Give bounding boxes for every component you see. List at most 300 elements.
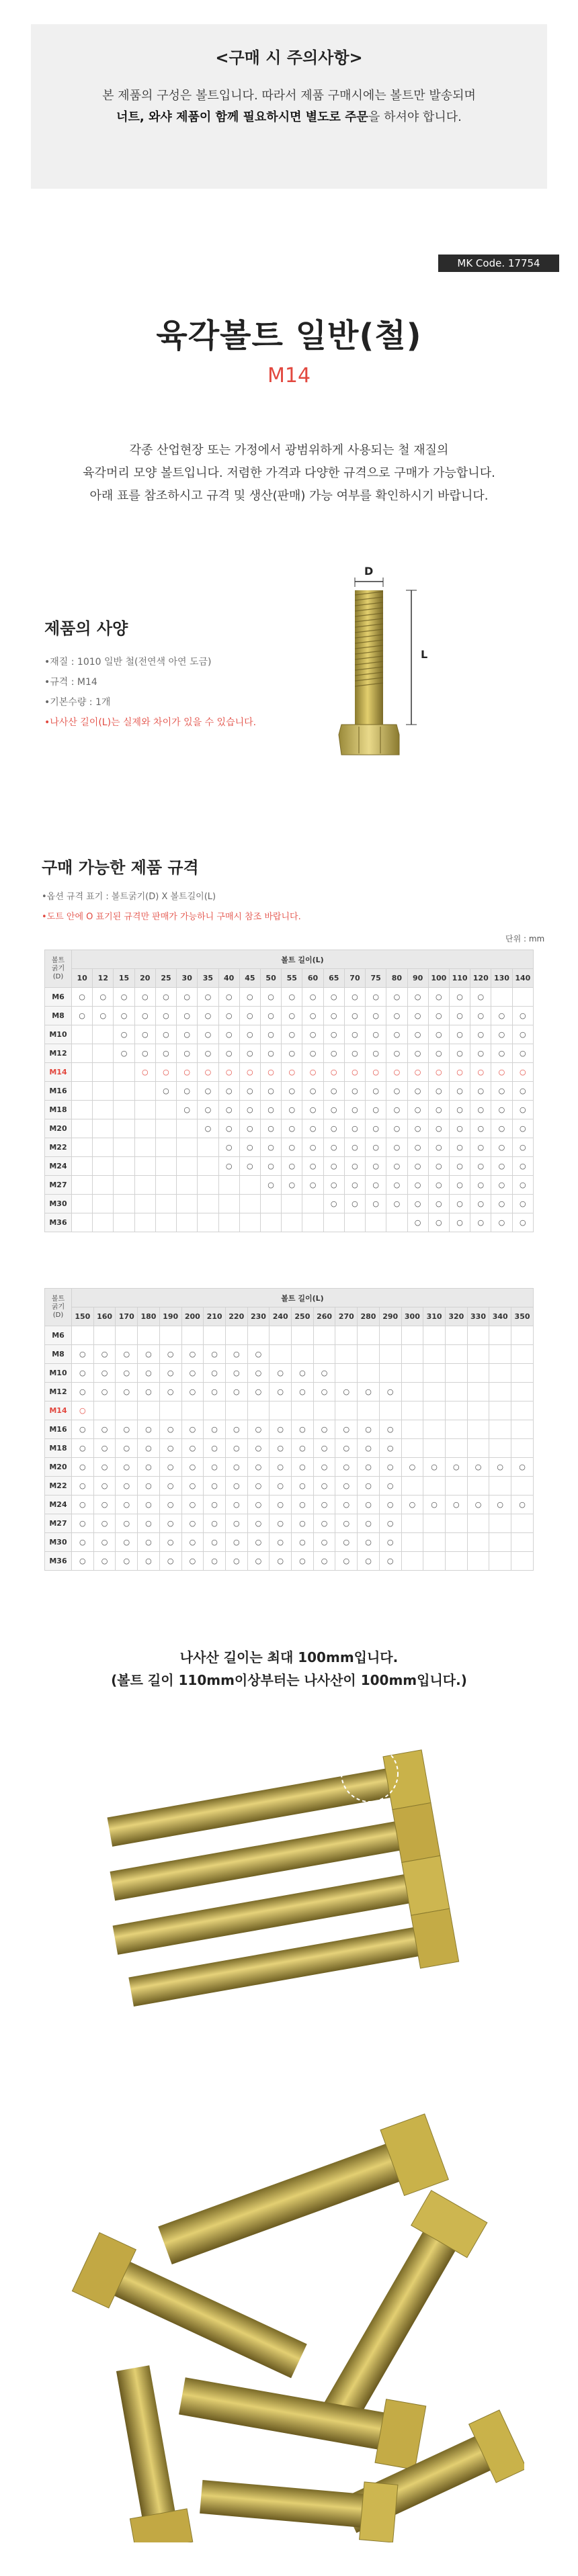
availability-cell: ○ — [93, 1420, 116, 1439]
bolt-diagram — [325, 560, 460, 782]
availability-cell — [467, 1345, 489, 1364]
availability-cell — [467, 1420, 489, 1439]
availability-cell — [159, 1401, 181, 1420]
availability-cell — [204, 1401, 226, 1420]
availability-cell — [445, 1345, 467, 1364]
availability-cell — [181, 1326, 204, 1345]
availability-cell: ○ — [358, 1552, 380, 1571]
availability-cell: ○ — [116, 1383, 138, 1401]
availability-cell: ○ — [366, 988, 386, 1007]
description-line-2: 육각머리 모양 볼트입니다. 저렴한 가격과 다양한 규격으로 구매가 가능합니다. — [83, 466, 495, 480]
table-row — [45, 1477, 534, 1496]
availability-cell: ○ — [344, 1176, 365, 1195]
availability-cell: ○ — [247, 1364, 270, 1383]
availability-cell — [313, 1326, 335, 1345]
diameter-cell: M24 — [45, 1157, 72, 1176]
availability-cell: ○ — [407, 1213, 428, 1232]
availability-cell: ○ — [366, 1157, 386, 1176]
availability-cell — [177, 1176, 198, 1195]
availability-cell — [423, 1420, 446, 1439]
availability-cell — [155, 1101, 176, 1119]
availability-cell: ○ — [313, 1477, 335, 1496]
availability-cell: ○ — [177, 988, 198, 1007]
availability-cell — [511, 1533, 534, 1552]
availability-cell: ○ — [386, 1063, 407, 1082]
availability-cell — [114, 1101, 134, 1119]
availability-cell: ○ — [386, 1195, 407, 1213]
availability-cell: ○ — [335, 1477, 358, 1496]
availability-cell — [93, 1213, 114, 1232]
dimension-l-label: L — [421, 648, 428, 661]
availability-cell: ○ — [491, 1063, 512, 1082]
availability-cell: ○ — [198, 1101, 218, 1119]
availability-cell — [114, 1195, 134, 1213]
diameter-cell: M16 — [45, 1082, 72, 1101]
availability-cell — [445, 1401, 467, 1420]
length-column-header: 340 — [489, 1307, 511, 1326]
length-column-header: 170 — [116, 1307, 138, 1326]
availability-cell: ○ — [313, 1496, 335, 1514]
length-column-header: 230 — [247, 1307, 270, 1326]
bolts-photo-pile — [60, 2059, 524, 2542]
table-row — [45, 1458, 534, 1477]
availability-cell — [401, 1401, 423, 1420]
availability-cell: ○ — [177, 1101, 198, 1119]
availability-cell: ○ — [134, 1044, 155, 1063]
availability-cell — [218, 1176, 239, 1195]
availability-cell — [93, 1082, 114, 1101]
availability-cell: ○ — [428, 1007, 449, 1025]
availability-cell — [511, 1420, 534, 1439]
availability-cell — [198, 1176, 218, 1195]
availability-cell — [467, 1477, 489, 1496]
availability-cell — [114, 1157, 134, 1176]
table-row — [45, 1533, 534, 1552]
availability-cell: ○ — [366, 1176, 386, 1195]
availability-cell — [335, 1401, 358, 1420]
availability-cell: ○ — [225, 1439, 247, 1458]
diameter-cell: M6 — [45, 1326, 72, 1345]
availability-cell — [379, 1364, 401, 1383]
availability-cell: ○ — [449, 1119, 470, 1138]
availability-cell: ○ — [470, 1101, 491, 1119]
availability-cell: ○ — [114, 1007, 134, 1025]
availability-cell: ○ — [282, 1063, 302, 1082]
availability-cell: ○ — [512, 1157, 533, 1176]
pile-bolt-1 — [153, 2114, 449, 2279]
availability-cell — [423, 1364, 446, 1383]
availability-cell: ○ — [282, 988, 302, 1007]
availability-cell: ○ — [72, 1383, 94, 1401]
availability-cell: ○ — [302, 1101, 323, 1119]
availability-cell: ○ — [512, 1044, 533, 1063]
availability-cell — [72, 1119, 93, 1138]
table-corner-header — [45, 1289, 72, 1326]
availability-cell: ○ — [93, 1477, 116, 1496]
availability-cell: ○ — [470, 988, 491, 1007]
availability-cell — [292, 1401, 314, 1420]
availability-cell — [292, 1326, 314, 1345]
availability-cell — [445, 1383, 467, 1401]
availability-cell — [93, 1157, 114, 1176]
availability-cell — [138, 1326, 160, 1345]
availability-cell: ○ — [282, 1138, 302, 1157]
length-column-header: 290 — [379, 1307, 401, 1326]
availability-cell: ○ — [323, 1025, 344, 1044]
availability-cell: ○ — [225, 1496, 247, 1514]
availability-cell: ○ — [204, 1496, 226, 1514]
availability-cell: ○ — [138, 1552, 160, 1571]
length-column-header: 130 — [491, 969, 512, 988]
availability-cell: ○ — [344, 1082, 365, 1101]
availability-cell: ○ — [198, 1007, 218, 1025]
availability-cell: ○ — [138, 1364, 160, 1383]
availability-cell: ○ — [198, 988, 218, 1007]
availability-cell — [489, 1514, 511, 1533]
table-row — [45, 1420, 534, 1439]
availability-cell: ○ — [247, 1477, 270, 1496]
availability-cell: ○ — [204, 1552, 226, 1571]
availability-cell — [302, 1213, 323, 1232]
availability-cell: ○ — [344, 1119, 365, 1138]
availability-cell: ○ — [282, 1082, 302, 1101]
diameter-cell: M6 — [45, 988, 72, 1007]
availability-cell — [489, 1326, 511, 1345]
availability-cell: ○ — [270, 1514, 292, 1533]
availability-cell: ○ — [313, 1364, 335, 1383]
length-column-header: 100 — [428, 969, 449, 988]
availability-cell — [177, 1195, 198, 1213]
availability-cell: ○ — [282, 1157, 302, 1176]
availability-cell: ○ — [302, 1025, 323, 1044]
availability-cell: ○ — [116, 1420, 138, 1439]
availability-cell — [114, 1082, 134, 1101]
availability-cell: ○ — [491, 1119, 512, 1138]
availability-cell: ○ — [467, 1496, 489, 1514]
availability-cell — [155, 1157, 176, 1176]
availability-cell: ○ — [491, 1025, 512, 1044]
availability-cell: ○ — [407, 1195, 428, 1213]
availability-cell: ○ — [470, 1044, 491, 1063]
length-column-header: 60 — [302, 969, 323, 988]
availability-cell: ○ — [72, 1477, 94, 1496]
availability-cell: ○ — [260, 1157, 281, 1176]
availability-cell — [114, 1213, 134, 1232]
availability-cell: ○ — [72, 1552, 94, 1571]
availability-cell: ○ — [72, 1458, 94, 1477]
availability-cell — [270, 1401, 292, 1420]
availability-cell — [134, 1176, 155, 1195]
availability-cell: ○ — [323, 1101, 344, 1119]
availability-cell: ○ — [138, 1439, 160, 1458]
diameter-cell: M14 — [45, 1401, 72, 1420]
availability-cell — [445, 1439, 467, 1458]
availability-cell: ○ — [512, 1082, 533, 1101]
availability-cell: ○ — [247, 1458, 270, 1477]
availability-cell: ○ — [366, 1195, 386, 1213]
availability-cell — [93, 1326, 116, 1345]
availability-cell: ○ — [204, 1345, 226, 1364]
availability-cell: ○ — [423, 1458, 446, 1477]
length-column-header: 240 — [270, 1307, 292, 1326]
availability-cell: ○ — [491, 1044, 512, 1063]
availability-cell: ○ — [379, 1439, 401, 1458]
availability-cell: ○ — [313, 1514, 335, 1533]
availability-cell: ○ — [445, 1496, 467, 1514]
availability-cell: ○ — [470, 1063, 491, 1082]
availability-cell: ○ — [470, 1157, 491, 1176]
availability-cell: ○ — [93, 1383, 116, 1401]
pile-bolt-6 — [104, 2363, 193, 2542]
availability-cell: ○ — [134, 1007, 155, 1025]
spec-quantity: •기본수량 : 1개 — [44, 697, 111, 708]
availability-cell: ○ — [428, 1176, 449, 1195]
mk-code-badge: MK Code. 17754 — [438, 255, 559, 272]
availability-cell: ○ — [116, 1364, 138, 1383]
availability-cell: ○ — [366, 1101, 386, 1119]
availability-cell: ○ — [313, 1533, 335, 1552]
length-column-header: 55 — [282, 969, 302, 988]
availability-cell: ○ — [204, 1364, 226, 1383]
availability-cell — [177, 1213, 198, 1232]
availability-cell: ○ — [239, 988, 260, 1007]
availability-cell: ○ — [93, 1552, 116, 1571]
availability-cell — [423, 1514, 446, 1533]
availability-cell: ○ — [512, 1101, 533, 1119]
availability-cell — [358, 1345, 380, 1364]
availability-cell: ○ — [114, 988, 134, 1007]
availability-cell: ○ — [344, 1138, 365, 1157]
length-column-header: 250 — [292, 1307, 314, 1326]
table-row — [45, 1514, 534, 1533]
availability-cell — [401, 1364, 423, 1383]
availability-cell: ○ — [239, 1138, 260, 1157]
availability-cell: ○ — [512, 1195, 533, 1213]
availability-cell: ○ — [491, 1101, 512, 1119]
availability-cell: ○ — [159, 1364, 181, 1383]
availability-cell: ○ — [93, 1458, 116, 1477]
availability-cell: ○ — [379, 1477, 401, 1496]
corner-label: 굵기 — [51, 1303, 65, 1311]
availability-cell: ○ — [282, 1176, 302, 1195]
availability-title: 구매 가능한 제품 규격 — [42, 858, 199, 877]
length-column-header: 10 — [72, 969, 93, 988]
availability-cell: ○ — [116, 1345, 138, 1364]
availability-cell: ○ — [449, 1213, 470, 1232]
availability-cell — [239, 1195, 260, 1213]
diameter-cell: M18 — [45, 1439, 72, 1458]
table-row — [45, 1063, 534, 1082]
availability-note-2: •도트 안에 O 표기된 규격만 판매가 가능하니 구매시 참조 바랍니다. — [42, 912, 301, 922]
availability-cell: ○ — [138, 1383, 160, 1401]
availability-cell — [72, 1044, 93, 1063]
availability-cell: ○ — [218, 1157, 239, 1176]
availability-cell — [423, 1401, 446, 1420]
availability-cell: ○ — [512, 1063, 533, 1082]
availability-cell — [386, 1213, 407, 1232]
availability-cell: ○ — [239, 1063, 260, 1082]
availability-cell — [467, 1552, 489, 1571]
availability-cell: ○ — [335, 1439, 358, 1458]
availability-cell: ○ — [138, 1345, 160, 1364]
availability-cell — [134, 1119, 155, 1138]
availability-cell: ○ — [470, 1176, 491, 1195]
diameter-cell: M14 — [45, 1063, 72, 1082]
availability-cell: ○ — [344, 988, 365, 1007]
table-row — [45, 1176, 534, 1195]
availability-cell: ○ — [407, 1157, 428, 1176]
availability-cell: ○ — [491, 1213, 512, 1232]
availability-cell: ○ — [358, 1514, 380, 1533]
availability-cell — [344, 1213, 365, 1232]
availability-cell: ○ — [366, 1063, 386, 1082]
availability-cell: ○ — [177, 1044, 198, 1063]
availability-cell: ○ — [282, 1025, 302, 1044]
availability-cell: ○ — [181, 1477, 204, 1496]
availability-cell: ○ — [302, 1138, 323, 1157]
availability-cell — [247, 1401, 270, 1420]
availability-cell: ○ — [239, 1025, 260, 1044]
table-row — [45, 1364, 534, 1383]
corner-label: (D) — [52, 1311, 64, 1319]
availability-cell: ○ — [134, 1025, 155, 1044]
length-column-header: 220 — [225, 1307, 247, 1326]
availability-cell — [93, 1025, 114, 1044]
dimension-d-label: D — [364, 565, 374, 578]
availability-cell: ○ — [512, 1138, 533, 1157]
availability-cell: ○ — [470, 1007, 491, 1025]
availability-cell: ○ — [379, 1514, 401, 1533]
availability-cell: ○ — [467, 1458, 489, 1477]
availability-cell: ○ — [247, 1514, 270, 1533]
availability-cell: ○ — [247, 1345, 270, 1364]
availability-cell: ○ — [323, 1157, 344, 1176]
availability-cell: ○ — [323, 1044, 344, 1063]
availability-cell: ○ — [72, 1345, 94, 1364]
availability-cell — [445, 1364, 467, 1383]
availability-cell: ○ — [366, 1082, 386, 1101]
spec-material: •재질 : 1010 일반 철(전연색 아연 도금) — [44, 657, 212, 668]
availability-cell — [177, 1138, 198, 1157]
length-column-header: 320 — [445, 1307, 467, 1326]
availability-cell — [489, 1477, 511, 1496]
availability-cell: ○ — [116, 1439, 138, 1458]
availability-cell: ○ — [302, 1007, 323, 1025]
availability-cell: ○ — [198, 1063, 218, 1082]
availability-cell — [445, 1477, 467, 1496]
availability-cell: ○ — [491, 1082, 512, 1101]
availability-cell — [302, 1195, 323, 1213]
diameter-cell: M8 — [45, 1345, 72, 1364]
length-column-header: 30 — [177, 969, 198, 988]
availability-cell — [72, 1138, 93, 1157]
availability-cell: ○ — [177, 1082, 198, 1101]
availability-cell: ○ — [270, 1420, 292, 1439]
availability-cell: ○ — [292, 1420, 314, 1439]
availability-cell: ○ — [260, 1138, 281, 1157]
availability-cell — [155, 1195, 176, 1213]
availability-cell: ○ — [428, 1213, 449, 1232]
availability-cell: ○ — [155, 1063, 176, 1082]
availability-cell: ○ — [159, 1345, 181, 1364]
availability-cell — [72, 1157, 93, 1176]
availability-cell: ○ — [159, 1383, 181, 1401]
availability-cell — [260, 1195, 281, 1213]
availability-cell — [423, 1326, 446, 1345]
table-row — [45, 1025, 534, 1044]
availability-cell: ○ — [358, 1458, 380, 1477]
availability-cell: ○ — [225, 1458, 247, 1477]
availability-cell — [467, 1326, 489, 1345]
availability-cell: ○ — [511, 1496, 534, 1514]
availability-cell — [313, 1345, 335, 1364]
spec-title: 제품의 사양 — [44, 619, 128, 638]
notice-line-2-bold: 너트, 와샤 제품이 함께 필요하시면 별도로 주문 — [116, 110, 368, 124]
availability-cell: ○ — [335, 1458, 358, 1477]
availability-cell — [72, 1326, 94, 1345]
availability-cell: ○ — [407, 1007, 428, 1025]
availability-cell: ○ — [181, 1514, 204, 1533]
availability-cell: ○ — [218, 1025, 239, 1044]
corner-label: 볼트 — [51, 1295, 65, 1303]
table-row — [45, 1326, 534, 1345]
availability-cell — [72, 1063, 93, 1082]
availability-cell — [401, 1383, 423, 1401]
unit-label: 단위 : mm — [505, 934, 545, 944]
availability-cell — [134, 1101, 155, 1119]
availability-cell: ○ — [313, 1552, 335, 1571]
availability-cell: ○ — [72, 1420, 94, 1439]
length-column-header: 20 — [134, 969, 155, 988]
availability-cell: ○ — [155, 1044, 176, 1063]
availability-cell: ○ — [470, 1138, 491, 1157]
table-row — [45, 1119, 534, 1138]
availability-cell — [218, 1213, 239, 1232]
availability-cell: ○ — [323, 1119, 344, 1138]
diameter-cell: M8 — [45, 1007, 72, 1025]
availability-cell — [511, 1383, 534, 1401]
diameter-cell: M36 — [45, 1213, 72, 1232]
availability-cell: ○ — [344, 1044, 365, 1063]
availability-cell — [489, 1401, 511, 1420]
availability-cell — [292, 1345, 314, 1364]
availability-cell: ○ — [134, 988, 155, 1007]
availability-cell — [218, 1195, 239, 1213]
availability-cell: ○ — [72, 1364, 94, 1383]
availability-cell: ○ — [386, 1176, 407, 1195]
availability-cell: ○ — [225, 1364, 247, 1383]
length-column-header: 45 — [239, 969, 260, 988]
availability-cell: ○ — [386, 1044, 407, 1063]
availability-cell: ○ — [407, 1063, 428, 1082]
availability-cell — [134, 1195, 155, 1213]
availability-cell: ○ — [491, 1195, 512, 1213]
availability-cell: ○ — [159, 1496, 181, 1514]
availability-cell — [155, 1119, 176, 1138]
availability-cell: ○ — [114, 1025, 134, 1044]
availability-cell: ○ — [270, 1477, 292, 1496]
availability-cell: ○ — [313, 1420, 335, 1439]
availability-cell — [511, 1401, 534, 1420]
availability-cell: ○ — [155, 1082, 176, 1101]
availability-cell: ○ — [386, 1138, 407, 1157]
spec-list — [44, 652, 256, 733]
availability-cell — [260, 1213, 281, 1232]
availability-cell: ○ — [155, 988, 176, 1007]
length-column-header: 90 — [407, 969, 428, 988]
availability-cell: ○ — [282, 1101, 302, 1119]
bolts-photo-row — [94, 1706, 484, 2056]
